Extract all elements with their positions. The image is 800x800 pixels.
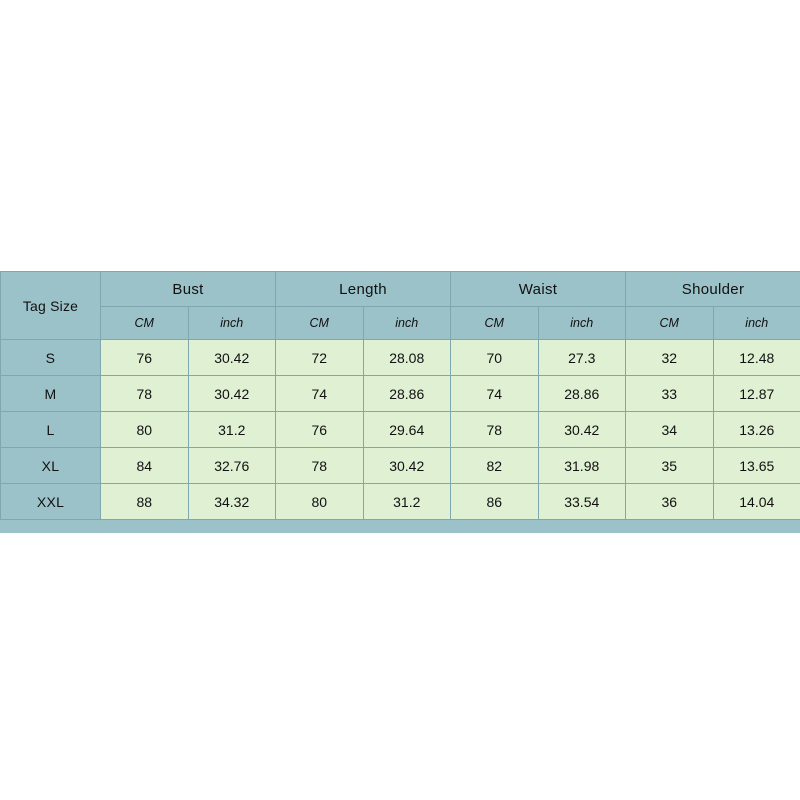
cell-waist-cm: 70 xyxy=(451,340,539,376)
size-chart-table-wrapper xyxy=(0,271,800,520)
cell-shoulder-cm: 32 xyxy=(626,340,714,376)
cell-shoulder-cm: 34 xyxy=(626,412,714,448)
cell-waist-cm: 82 xyxy=(451,448,539,484)
cell-length-cm: 72 xyxy=(276,340,364,376)
table-body xyxy=(1,340,800,520)
cell-bust-cm: 80 xyxy=(101,412,189,448)
table-head xyxy=(1,272,800,340)
cell-bust-cm: 88 xyxy=(101,484,189,520)
header-unit-length-inch: inch xyxy=(363,307,451,340)
header-unit-waist-inch: inch xyxy=(538,307,626,340)
header-group-length: Length xyxy=(276,272,451,307)
row-size-label: XL xyxy=(1,448,101,484)
row-size-label: S xyxy=(1,340,101,376)
cell-bust-cm: 84 xyxy=(101,448,189,484)
cell-shoulder-cm: 33 xyxy=(626,376,714,412)
header-unit-row xyxy=(1,307,800,340)
table-row xyxy=(1,448,800,484)
cell-waist-cm: 74 xyxy=(451,376,539,412)
header-unit-bust-cm: CM xyxy=(101,307,189,340)
cell-bust-cm: 78 xyxy=(101,376,189,412)
cell-bust-inch: 32.76 xyxy=(188,448,276,484)
cell-length-inch: 28.86 xyxy=(363,376,451,412)
cell-length-cm: 80 xyxy=(276,484,364,520)
cell-waist-inch: 30.42 xyxy=(538,412,626,448)
cell-bust-inch: 30.42 xyxy=(188,376,276,412)
header-unit-length-cm: CM xyxy=(276,307,364,340)
header-group-waist: Waist xyxy=(451,272,626,307)
cell-shoulder-inch: 14.04 xyxy=(713,484,800,520)
table-row xyxy=(1,412,800,448)
cell-length-inch: 29.64 xyxy=(363,412,451,448)
cell-shoulder-inch: 13.65 xyxy=(713,448,800,484)
row-size-label: XXL xyxy=(1,484,101,520)
cell-shoulder-cm: 35 xyxy=(626,448,714,484)
cell-waist-inch: 27.3 xyxy=(538,340,626,376)
cell-length-cm: 74 xyxy=(276,376,364,412)
header-unit-shoulder-cm: CM xyxy=(626,307,714,340)
header-group-row xyxy=(1,272,800,307)
cell-length-inch: 31.2 xyxy=(363,484,451,520)
header-unit-waist-cm: CM xyxy=(451,307,539,340)
cell-waist-cm: 86 xyxy=(451,484,539,520)
header-unit-shoulder-inch: inch xyxy=(713,307,800,340)
cell-bust-inch: 31.2 xyxy=(188,412,276,448)
cell-bust-cm: 76 xyxy=(101,340,189,376)
row-size-label: L xyxy=(1,412,101,448)
header-group-bust: Bust xyxy=(101,272,276,307)
cell-waist-cm: 78 xyxy=(451,412,539,448)
cell-length-inch: 28.08 xyxy=(363,340,451,376)
cell-shoulder-cm: 36 xyxy=(626,484,714,520)
table-row xyxy=(1,340,800,376)
cell-waist-inch: 28.86 xyxy=(538,376,626,412)
cell-waist-inch: 31.98 xyxy=(538,448,626,484)
cell-length-inch: 30.42 xyxy=(363,448,451,484)
header-unit-bust-inch: inch xyxy=(188,307,276,340)
cell-bust-inch: 34.32 xyxy=(188,484,276,520)
table-row xyxy=(1,376,800,412)
cell-shoulder-inch: 12.48 xyxy=(713,340,800,376)
cell-bust-inch: 30.42 xyxy=(188,340,276,376)
row-size-label: M xyxy=(1,376,101,412)
cell-shoulder-inch: 12.87 xyxy=(713,376,800,412)
header-group-shoulder: Shoulder xyxy=(626,272,800,307)
table-row xyxy=(1,484,800,520)
size-chart-table xyxy=(0,271,800,520)
cell-length-cm: 76 xyxy=(276,412,364,448)
cell-shoulder-inch: 13.26 xyxy=(713,412,800,448)
cell-waist-inch: 33.54 xyxy=(538,484,626,520)
cell-length-cm: 78 xyxy=(276,448,364,484)
header-tag-size: Tag Size xyxy=(1,272,101,340)
